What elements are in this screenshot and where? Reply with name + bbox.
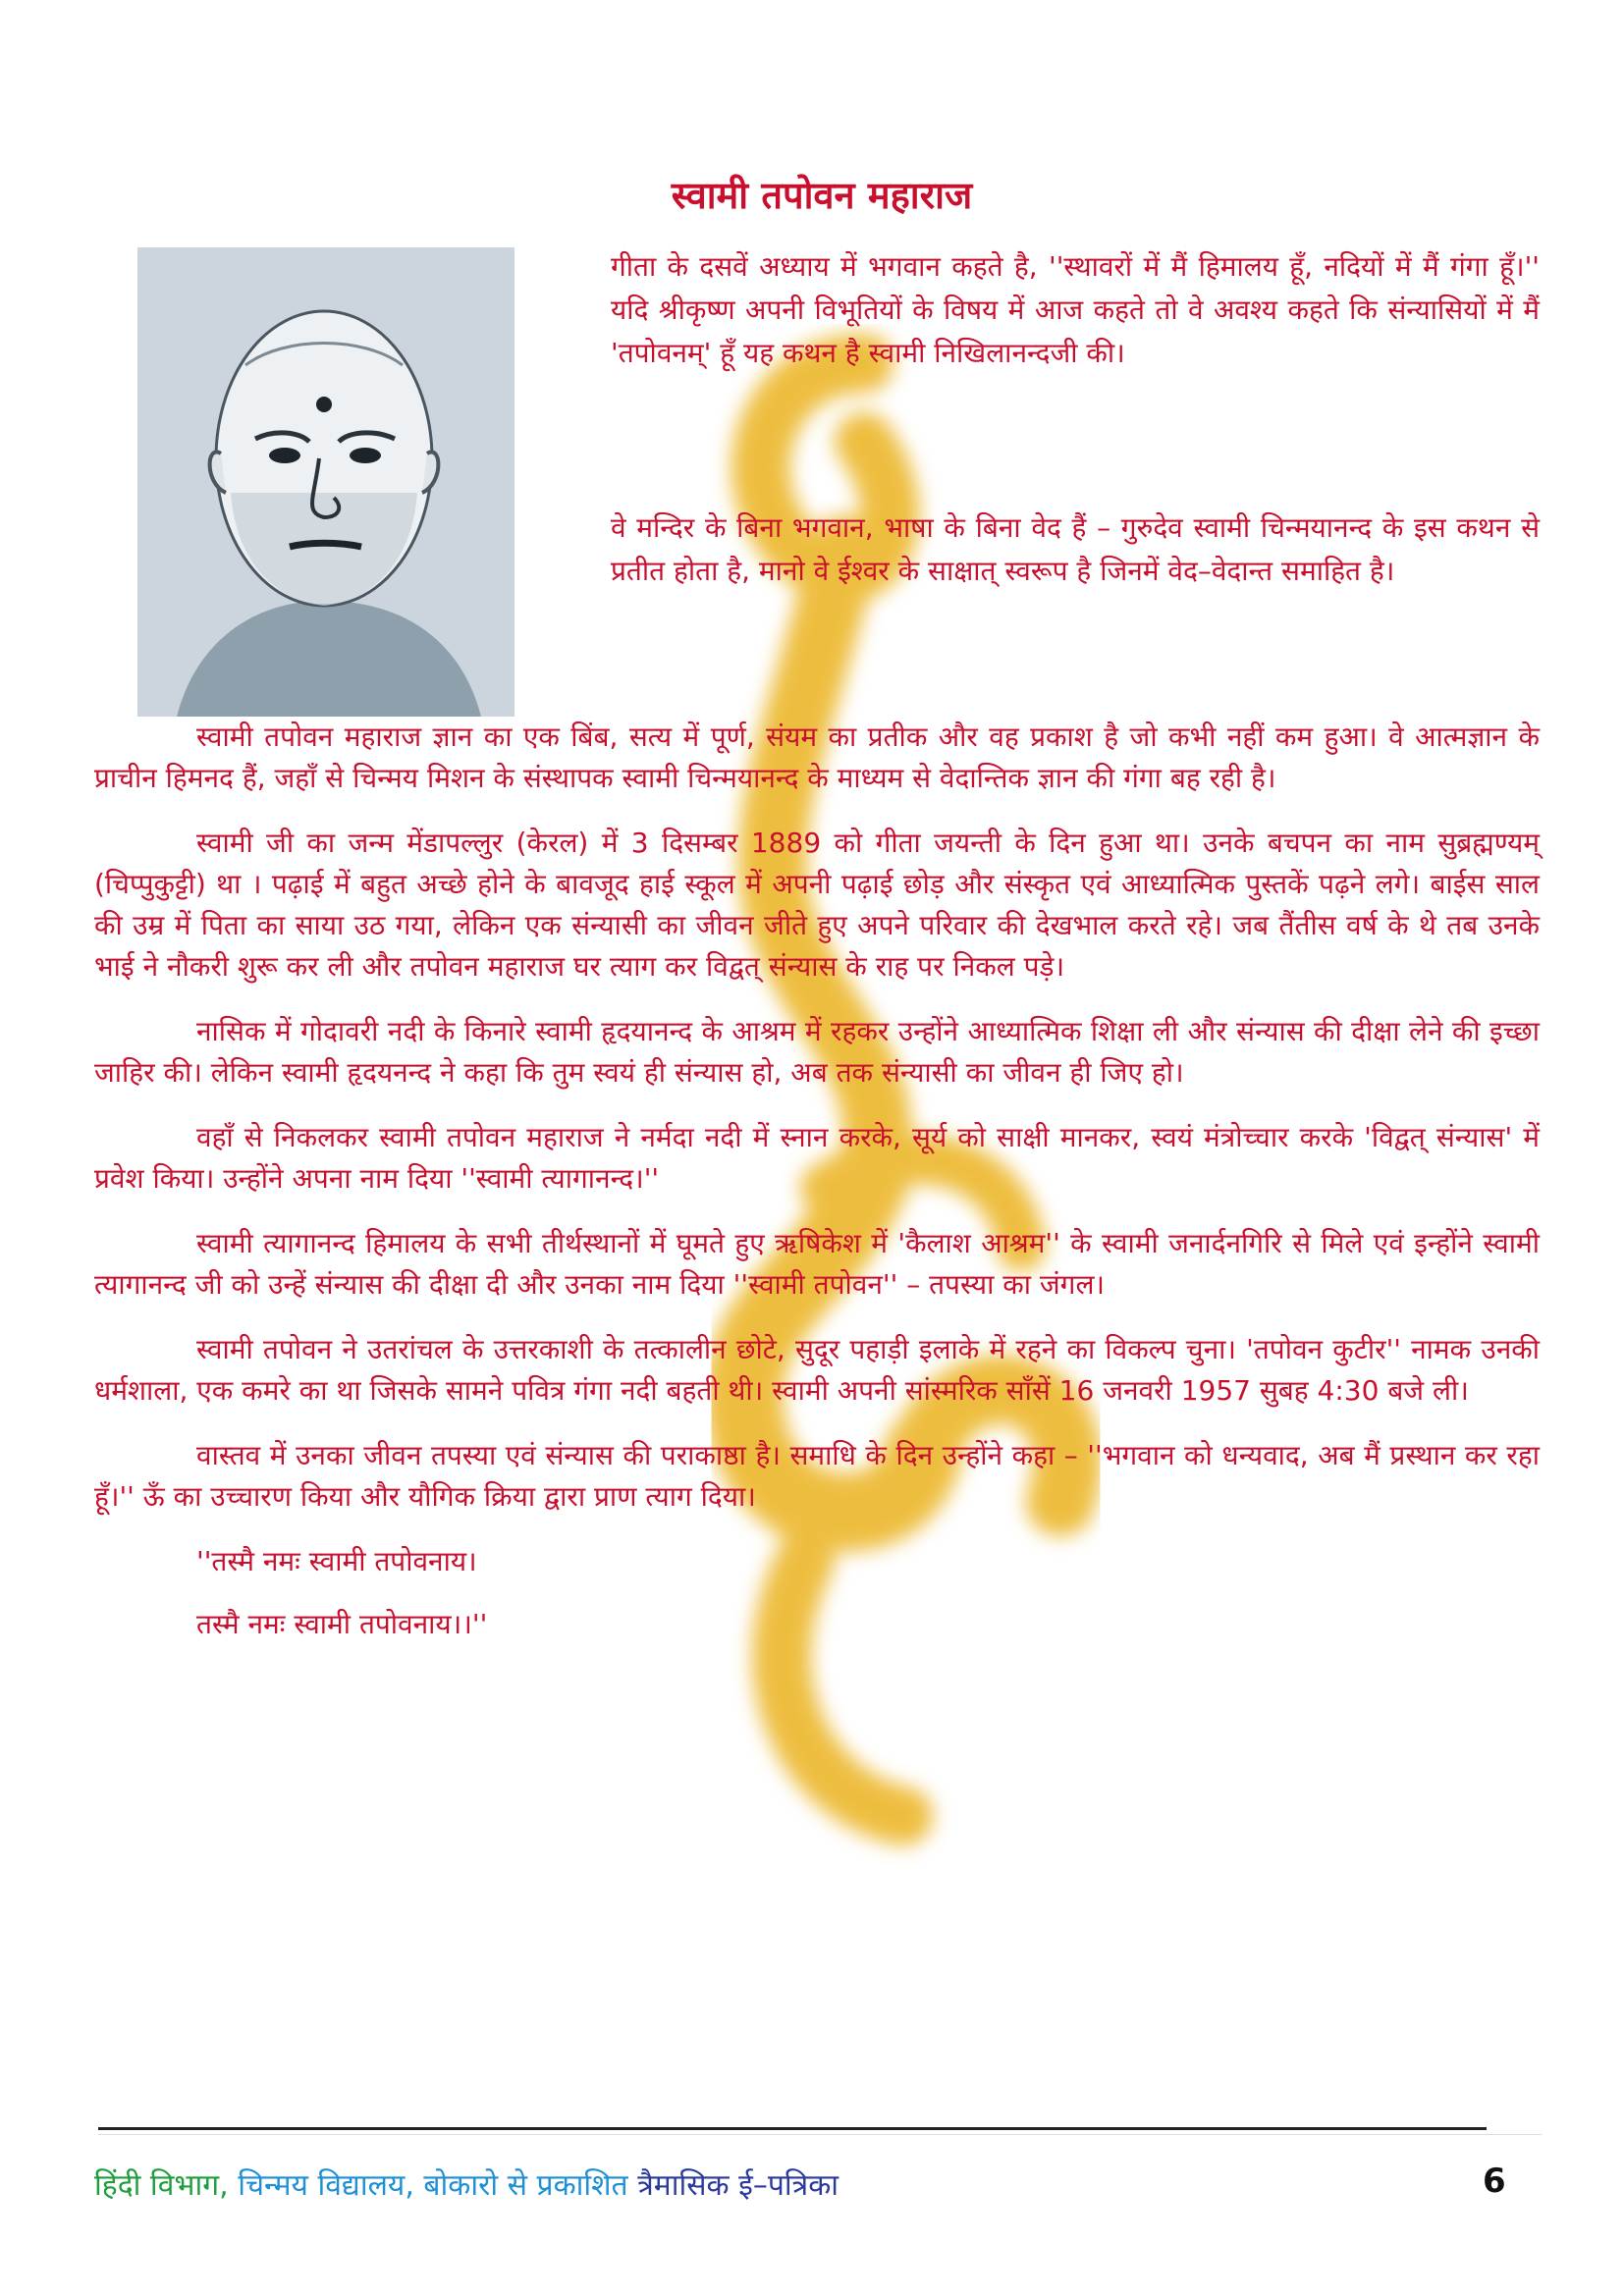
paragraph: वास्तव में उनका जीवन तपस्या एवं संन्यास की पराकाष्ठा है। समाधि के दिन उन्होंने कहा – ''भगवान को धन्यवाद, अब मैं प्रस्थान कर रहा हूँ।'' ऊँ का उच्चारण किया और यौगिक क्रिया द्वारा प्राण त्याग दिया। [94, 1439, 1540, 1513]
footer-divider [98, 2127, 1487, 2130]
page-title: स्वामी तपोवन महाराज [671, 174, 973, 217]
paragraph: वहाँ से निकलकर स्वामी तपोवन महाराज ने नर्मदा नदी में स्नान करके, सूर्य को साक्षी मानकर, स्वयं मंत्रोच्चार करके 'विद्वत् संन्यास' में प्रवेश किया। उन्होंने अपना नाम दिया ''स्वामी त्यागानन्द।'' [94, 1121, 1540, 1195]
footer-magazine: त्रैमासिक ई–पत्रिका [637, 2168, 839, 2203]
paragraph: नासिक में गोदावरी नदी के किनारे स्वामी हृदयानन्द के आश्रम में रहकर उन्होंने आध्यात्मिक शिक्षा ली और संन्यास की दीक्षा लेने की इच्छा जाहिर की। लेकिन स्वामी हृदयनन्द ने कहा कि तुम स्वयं ही संन्यास हो, अब तक संन्यासी का जीवन ही जिए हो। [94, 1015, 1540, 1089]
article-body [94, 717, 1540, 1667]
intro-paragraph-2: वे मन्दिर के बिना भगवान, भाषा के बिना वेद हैं – गुरुदेव स्वामी चिन्मयानन्द के इस कथन से प्रतीत होता है, मानो वे ईश्वर के साक्षात् स्वरूप है जिनमें वेद–वेदान्त समाहित है। [611, 511, 1540, 587]
paragraph: स्वामी तपोवन महाराज ज्ञान का एक बिंब, सत्य में पूर्ण, संयम का प्रतीक और वह प्रकाश है जो कभी नहीं कम हुआ। वे आत्मज्ञान के प्राचीन हिमनद हैं, जहाँ से चिन्मय मिशन के संस्थापक स्वामी चिन्मयानन्द के माध्यम से वेदान्तिक ज्ञान की गंगा बह रही है। [94, 721, 1540, 794]
paragraph: स्वामी जी का जन्म मेंडापल्लुर (केरल) में 3 दिसम्बर 1889 को गीता जयन्ती के दिन हुआ था। उनके बचपन का नाम सुब्रह्मण्यम् (चिप्पुकुट्टी) था । पढ़ाई में बहुत अच्छे होने के बावजूद हाई स्कूल में अपनी पढ़ाई छोड़ और संस्कृत एवं आध्यात्मिक पुस्तकें पढ़ने लगे। बाईस साल की उम्र में पिता का साया उठ गया, लेकिन एक संन्यासी का जीवन जीते हुए अपने परिवार की देखभाल करते रहे। जब तैंतीस वर्ष के थे तब उनके भाई ने नौकरी शुरू कर ली और तपोवन महाराज घर त्याग कर विद्वत् संन्यास के राह पर निकल पड़े। [94, 827, 1540, 983]
verse-line: तस्मै नमः स्वामी तपोवनाय।।'' [196, 1608, 488, 1640]
intro-paragraph-1: गीता के दसवें अध्याय में भगवान कहते है, ''स्थावरों में मैं हिमालय हूँ, नदियों में मैं गंगा हूँ।'' यदि श्रीकृष्ण अपनी विभूतियों के विषय में आज कहते तो वे अवश्य कहते कि संन्यासियों में मैं 'तपोवनम्' हूँ यह कथन है स्वामी निखिलानन्दजी की। [611, 250, 1540, 369]
portrait-image [137, 247, 514, 717]
paragraph: स्वामी तपोवन ने उतरांचल के उत्तरकाशी के तत्कालीन छोटे, सुदूर पहाड़ी इलाके में रहने का विकल्प चुना। 'तपोवन कुटीर'' नामक उनकी धर्मशाला, एक कमरे का था जिसके सामने पवित्र गंगा नदी बहती थी। स्वामी अपनी सांस्मरिक साँसें 16 जनवरी 1957 सुबह 4:30 बजे ली। [94, 1333, 1540, 1407]
paragraph: स्वामी त्यागानन्द हिमालय के सभी तीर्थस्थानों में घूमते हुए ऋषिकेश में 'कैलाश आश्रम'' के स्वामी जनार्दनगिरि से मिले एवं इन्होंने स्वामी त्यागानन्द जी को उन्हें संन्यास की दीक्षा दी और उनका नाम दिया ''स्वामी तपोवन'' – तपस्या का जंगल। [94, 1227, 1540, 1301]
footer-school: चिन्मय विद्यालय, बोकारो से प्रकाशित [238, 2168, 628, 2203]
footer-publication-line [94, 2163, 839, 2204]
footer-department: हिंदी विभाग, [94, 2168, 229, 2203]
footer-divider-light [98, 2134, 1542, 2135]
page-number: 6 [1483, 2162, 1506, 2201]
verse-line: ''तस्मै नमः स्वामी तपोवनाय। [196, 1545, 477, 1577]
